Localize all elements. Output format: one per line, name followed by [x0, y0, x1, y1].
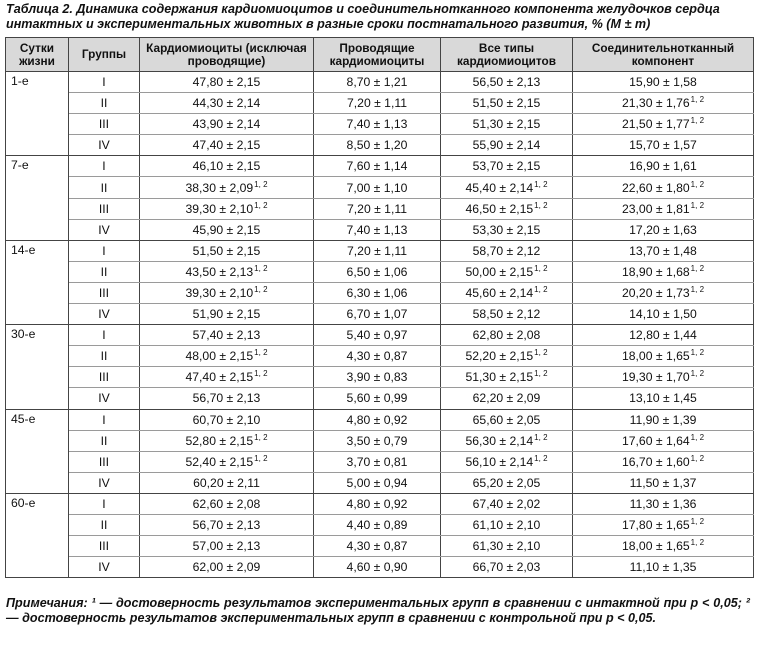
- cell-value-text: 51,50 ± 2,15: [472, 96, 541, 111]
- cell-value: [573, 240, 754, 261]
- cell-value-text: 11,90 ± 1,39: [629, 412, 697, 427]
- cell-value-text: 4,30 ± 0,87: [346, 539, 408, 554]
- data-table: [5, 37, 754, 578]
- cell-value-text: 47,80 ± 2,15: [192, 75, 261, 90]
- cell-value-text: 56,10 ± 2,14: [465, 454, 534, 469]
- cell-value-text: 18,90 ± 1,68: [621, 264, 690, 279]
- cell-value-text: 7,60 ± 1,14: [346, 159, 408, 174]
- cell-value: [314, 367, 441, 388]
- cell-group: IV: [69, 388, 140, 409]
- cell-value-text: 62,60 ± 2,08: [192, 496, 261, 511]
- cell-value: [140, 493, 314, 514]
- cell-value: [140, 261, 314, 282]
- cell-value-text: 52,40 ± 2,15: [185, 454, 254, 469]
- cell-value-text: 43,90 ± 2,14: [192, 117, 261, 132]
- significance-mark: 1, 2: [690, 200, 705, 210]
- cell-value: [573, 325, 754, 346]
- significance-mark: 1, 2: [254, 200, 268, 210]
- cell-group: II: [69, 430, 140, 451]
- cell-value-text: 7,20 ± 1,11: [347, 201, 407, 216]
- table-row: [6, 240, 754, 261]
- cell-group: IV: [69, 472, 140, 493]
- table-row: [6, 430, 754, 451]
- cell-value: [441, 346, 573, 367]
- cell-value: [314, 114, 441, 135]
- cell-value-text: 6,70 ± 1,07: [346, 307, 408, 322]
- cell-value: [573, 536, 754, 557]
- cell-value: [314, 514, 441, 535]
- table-row: [6, 367, 754, 388]
- cell-value: [140, 367, 314, 388]
- cell-value-text: 22,60 ± 1,80: [621, 180, 690, 195]
- cell-value-text: 46,10 ± 2,15: [192, 159, 261, 174]
- table-header-row: [6, 38, 754, 72]
- cell-value-text: 65,20 ± 2,05: [472, 475, 541, 490]
- cell-value-text: 14,10 ± 1,50: [629, 307, 697, 322]
- significance-mark: 1, 2: [254, 369, 268, 379]
- cell-value: [573, 177, 754, 198]
- cell-value: [314, 388, 441, 409]
- cell-value: [573, 72, 754, 93]
- cell-value: [314, 451, 441, 472]
- cell-value: [441, 451, 573, 472]
- significance-mark: 1, 2: [690, 538, 705, 548]
- cell-value-text: 67,40 ± 2,02: [472, 496, 541, 511]
- cell-group: I: [69, 240, 140, 261]
- cell-group: IV: [69, 219, 140, 240]
- cell-value-text: 12,80 ± 1,44: [629, 328, 697, 343]
- table-row: [6, 472, 754, 493]
- cell-group: I: [69, 325, 140, 346]
- cell-value-text: 17,80 ± 1,65: [621, 518, 690, 533]
- cell-value-text: 4,60 ± 0,90: [346, 560, 408, 575]
- cell-value-text: 11,10 ± 1,35: [629, 560, 697, 575]
- cell-day: 45-е: [6, 409, 69, 493]
- significance-mark: 1, 2: [690, 116, 705, 126]
- cell-value-text: 47,40 ± 2,15: [185, 370, 254, 385]
- cell-value: [441, 304, 573, 325]
- cell-value-text: 48,00 ± 2,15: [185, 349, 254, 364]
- table-body: [6, 72, 754, 578]
- cell-value: [573, 472, 754, 493]
- cell-value: [441, 514, 573, 535]
- cell-value-text: 7,40 ± 1,13: [346, 117, 408, 132]
- cell-value: [140, 240, 314, 261]
- cell-value: [441, 198, 573, 219]
- cell-group: IV: [69, 304, 140, 325]
- cell-value: [573, 493, 754, 514]
- cell-value: [314, 240, 441, 261]
- cell-value-text: 39,30 ± 2,10: [185, 201, 254, 216]
- cell-value-text: 62,80 ± 2,08: [472, 328, 541, 343]
- cell-value: [140, 430, 314, 451]
- cell-value-text: 51,90 ± 2,15: [192, 307, 261, 322]
- cell-value-text: 61,10 ± 2,10: [472, 518, 541, 533]
- significance-mark: 1, 2: [690, 369, 705, 379]
- cell-value: [140, 304, 314, 325]
- cell-value: [573, 261, 754, 282]
- cell-value: [140, 219, 314, 240]
- table-row: [6, 135, 754, 156]
- significance-mark: 1, 2: [534, 348, 548, 358]
- cell-value: [314, 72, 441, 93]
- cell-day: 60-е: [6, 493, 69, 577]
- cell-value-text: 7,00 ± 1,10: [346, 180, 408, 195]
- cell-group: I: [69, 156, 140, 177]
- cell-value: [441, 261, 573, 282]
- cell-group: IV: [69, 557, 140, 578]
- cell-value: [441, 493, 573, 514]
- cell-value: [441, 135, 573, 156]
- cell-value: [140, 93, 314, 114]
- cell-value-text: 4,80 ± 0,92: [346, 412, 408, 427]
- cell-value: [140, 282, 314, 303]
- cell-group: I: [69, 493, 140, 514]
- cell-value-text: 13,70 ± 1,48: [629, 243, 697, 258]
- cell-day: 30-е: [6, 325, 69, 409]
- cell-value-text: 65,60 ± 2,05: [472, 412, 541, 427]
- cell-value-text: 18,00 ± 1,65: [621, 349, 690, 364]
- header-all-types: Все типы кардиомиоцитов: [441, 38, 573, 72]
- cell-value-text: 16,90 ± 1,61: [629, 159, 697, 174]
- cell-value: [314, 536, 441, 557]
- significance-mark: 1, 2: [534, 263, 548, 273]
- cell-value: [314, 219, 441, 240]
- significance-mark: 1, 2: [690, 453, 705, 463]
- cell-group: III: [69, 451, 140, 472]
- cell-value-text: 15,70 ± 1,57: [629, 138, 697, 153]
- cell-value-text: 57,40 ± 2,13: [192, 328, 261, 343]
- cell-value-text: 3,70 ± 0,81: [346, 454, 408, 469]
- cell-group: II: [69, 514, 140, 535]
- cell-value: [314, 493, 441, 514]
- cell-value-text: 58,50 ± 2,12: [472, 307, 541, 322]
- cell-value-text: 53,30 ± 2,15: [472, 222, 541, 237]
- cell-value: [140, 536, 314, 557]
- cell-value: [314, 430, 441, 451]
- cell-value: [140, 156, 314, 177]
- table-row: [6, 198, 754, 219]
- cell-value-text: 56,30 ± 2,14: [465, 433, 534, 448]
- cell-day: 1-е: [6, 72, 69, 156]
- cell-value: [441, 557, 573, 578]
- cell-group: IV: [69, 135, 140, 156]
- significance-mark: 1, 2: [534, 432, 548, 442]
- cell-value-text: 55,90 ± 2,14: [472, 138, 541, 153]
- cell-value-text: 3,50 ± 0,79: [346, 433, 408, 448]
- cell-value: [140, 514, 314, 535]
- cell-value-text: 7,20 ± 1,11: [347, 96, 407, 111]
- table-row: [6, 114, 754, 135]
- cell-value-text: 44,30 ± 2,14: [192, 96, 261, 111]
- cell-value: [314, 557, 441, 578]
- cell-value: [573, 198, 754, 219]
- significance-mark: 1, 2: [534, 179, 548, 189]
- cell-value: [441, 472, 573, 493]
- cell-value: [140, 557, 314, 578]
- cell-value: [441, 177, 573, 198]
- table-row: [6, 261, 754, 282]
- cell-value-text: 56,70 ± 2,13: [192, 391, 261, 406]
- cell-value-text: 19,30 ± 1,70: [621, 370, 690, 385]
- cell-value-text: 4,40 ± 0,89: [346, 518, 408, 533]
- cell-value: [441, 409, 573, 430]
- cell-value-text: 6,30 ± 1,06: [346, 285, 408, 300]
- cell-value-text: 45,60 ± 2,14: [465, 285, 534, 300]
- significance-mark: 1, 2: [254, 453, 268, 463]
- cell-value-text: 51,30 ± 2,15: [465, 370, 534, 385]
- cell-value: [314, 177, 441, 198]
- cell-value-text: 52,80 ± 2,15: [185, 433, 254, 448]
- cell-value: [140, 198, 314, 219]
- significance-mark: 1, 2: [690, 179, 705, 189]
- cell-value-text: 51,50 ± 2,15: [192, 243, 261, 258]
- cell-value-text: 61,30 ± 2,10: [472, 539, 541, 554]
- cell-value-text: 17,20 ± 1,63: [629, 222, 697, 237]
- cell-value: [441, 93, 573, 114]
- significance-mark: 1, 2: [254, 179, 268, 189]
- table-caption: Таблица 2. Динамика содержания кардиомиоцитов и соединительнотканного компонента желудочков сердца интактных и экспериментальных животных в разные сроки постнатального развития, % (M ± m): [6, 2, 720, 31]
- cell-value-text: 56,70 ± 2,13: [192, 518, 261, 533]
- cell-value: [441, 156, 573, 177]
- cell-value-text: 6,50 ± 1,06: [346, 264, 408, 279]
- cell-value-text: 21,30 ± 1,76: [621, 96, 690, 111]
- header-connective: Соединительнотканный компонент: [573, 38, 754, 72]
- cell-value-text: 45,40 ± 2,14: [465, 180, 534, 195]
- cell-value-text: 47,40 ± 2,15: [192, 138, 261, 153]
- significance-mark: 1, 2: [254, 432, 268, 442]
- table-row: [6, 93, 754, 114]
- cell-value-text: 5,00 ± 0,94: [346, 475, 408, 490]
- cell-value-text: 13,10 ± 1,45: [629, 391, 697, 406]
- cell-value-text: 4,80 ± 0,92: [346, 496, 408, 511]
- cell-value-text: 21,50 ± 1,77: [621, 117, 690, 132]
- significance-mark: 1, 2: [254, 263, 268, 273]
- cell-value-text: 11,50 ± 1,37: [629, 475, 697, 490]
- significance-mark: 1, 2: [690, 95, 705, 105]
- cell-value-text: 11,30 ± 1,36: [629, 496, 697, 511]
- cell-value-text: 60,20 ± 2,11: [193, 475, 260, 490]
- cell-value-text: 8,50 ± 1,20: [346, 138, 408, 153]
- cell-value: [441, 536, 573, 557]
- cell-value: [441, 430, 573, 451]
- cell-value: [314, 304, 441, 325]
- cell-group: II: [69, 93, 140, 114]
- table-row: [6, 325, 754, 346]
- cell-value-text: 7,20 ± 1,11: [347, 243, 407, 258]
- significance-mark: 1, 2: [534, 284, 548, 294]
- significance-mark: 1, 2: [690, 348, 705, 358]
- cell-value: [573, 156, 754, 177]
- table-row: [6, 493, 754, 514]
- cell-value-text: 3,90 ± 0,83: [346, 370, 408, 385]
- cell-group: I: [69, 72, 140, 93]
- cell-value: [441, 72, 573, 93]
- table-row: [6, 282, 754, 303]
- cell-value: [441, 282, 573, 303]
- cell-value: [314, 261, 441, 282]
- table-row: [6, 346, 754, 367]
- significance-mark: 1, 2: [534, 453, 548, 463]
- cell-value-text: 43,50 ± 2,13: [185, 264, 254, 279]
- cell-value: [314, 156, 441, 177]
- cell-value: [140, 346, 314, 367]
- cell-group: III: [69, 282, 140, 303]
- cell-value-text: 53,70 ± 2,15: [472, 159, 541, 174]
- cell-value: [314, 409, 441, 430]
- cell-group: III: [69, 198, 140, 219]
- cell-value: [314, 135, 441, 156]
- cell-day: 7-е: [6, 156, 69, 240]
- cell-value: [573, 219, 754, 240]
- header-days: Сутки жизни: [6, 38, 69, 72]
- cell-value-text: 62,20 ± 2,09: [472, 391, 541, 406]
- cell-value-text: 20,20 ± 1,73: [621, 285, 690, 300]
- cell-value-text: 38,30 ± 2,09: [185, 180, 254, 195]
- cell-value: [441, 388, 573, 409]
- cell-value-text: 56,50 ± 2,13: [472, 75, 541, 90]
- cell-value-text: 23,00 ± 1,81: [621, 201, 690, 216]
- table-row: [6, 536, 754, 557]
- significance-mark: 1, 2: [254, 348, 268, 358]
- cell-value: [140, 135, 314, 156]
- table-row: [6, 72, 754, 93]
- significance-mark: 1, 2: [534, 200, 548, 210]
- cell-value: [140, 325, 314, 346]
- cell-value: [573, 409, 754, 430]
- cell-value: [314, 198, 441, 219]
- cell-value-text: 4,30 ± 0,87: [346, 349, 408, 364]
- table-row: [6, 177, 754, 198]
- cell-value: [314, 93, 441, 114]
- cell-value: [573, 367, 754, 388]
- cell-value-text: 39,30 ± 2,10: [185, 285, 254, 300]
- header-groups: Группы: [69, 38, 140, 72]
- header-cardiomyocytes: Кардиомиоциты (исключая проводящие): [140, 38, 314, 72]
- cell-value: [441, 114, 573, 135]
- cell-value: [573, 557, 754, 578]
- cell-value: [441, 219, 573, 240]
- table-notes: Примечания: ¹ — достоверность результатов экспериментальных групп в сравнении с интактной при p < 0,05; ² — достоверность результатов экспериментальных групп в сравнении с контрольной при p < 0,05.: [6, 596, 750, 625]
- table-row: [6, 514, 754, 535]
- cell-value: [441, 240, 573, 261]
- cell-value-text: 50,00 ± 2,15: [465, 264, 534, 279]
- cell-value-text: 5,40 ± 0,97: [346, 328, 408, 343]
- cell-value: [441, 325, 573, 346]
- cell-value: [140, 388, 314, 409]
- cell-value: [573, 304, 754, 325]
- cell-group: II: [69, 346, 140, 367]
- cell-value: [573, 430, 754, 451]
- cell-value: [573, 514, 754, 535]
- cell-value-text: 60,70 ± 2,10: [192, 412, 261, 427]
- cell-value-text: 51,30 ± 2,15: [472, 117, 541, 132]
- significance-mark: 1, 2: [254, 284, 268, 294]
- cell-value: [441, 367, 573, 388]
- cell-value: [573, 135, 754, 156]
- cell-value: [573, 114, 754, 135]
- cell-value-text: 57,00 ± 2,13: [192, 539, 261, 554]
- cell-value-text: 62,00 ± 2,09: [192, 560, 261, 575]
- cell-value-text: 17,60 ± 1,64: [621, 433, 690, 448]
- cell-value-text: 8,70 ± 1,21: [346, 75, 408, 90]
- cell-value-text: 18,00 ± 1,65: [621, 539, 690, 554]
- cell-value: [314, 472, 441, 493]
- cell-value-text: 16,70 ± 1,60: [621, 454, 690, 469]
- cell-value-text: 7,40 ± 1,13: [346, 222, 408, 237]
- cell-value-text: 66,70 ± 2,03: [472, 560, 541, 575]
- table-row: [6, 304, 754, 325]
- significance-mark: 1, 2: [534, 369, 548, 379]
- cell-value: [314, 282, 441, 303]
- cell-value: [573, 346, 754, 367]
- cell-value: [140, 472, 314, 493]
- table-row: [6, 557, 754, 578]
- significance-mark: 1, 2: [690, 517, 705, 527]
- cell-value-text: 5,60 ± 0,99: [346, 391, 408, 406]
- cell-value: [573, 388, 754, 409]
- cell-value: [573, 282, 754, 303]
- cell-value: [140, 451, 314, 472]
- cell-value: [140, 114, 314, 135]
- cell-value: [314, 346, 441, 367]
- table-row: [6, 219, 754, 240]
- cell-group: I: [69, 409, 140, 430]
- cell-value: [573, 93, 754, 114]
- cell-group: II: [69, 261, 140, 282]
- cell-value: [140, 409, 314, 430]
- table-row: [6, 388, 754, 409]
- significance-mark: 1, 2: [690, 284, 705, 294]
- cell-value: [140, 177, 314, 198]
- table-row: [6, 156, 754, 177]
- header-conducting: Проводящие кардиомиоциты: [314, 38, 441, 72]
- cell-value: [314, 325, 441, 346]
- cell-value-text: 15,90 ± 1,58: [629, 75, 697, 90]
- significance-mark: 1, 2: [690, 263, 705, 273]
- cell-day: 14-е: [6, 240, 69, 324]
- cell-value: [573, 451, 754, 472]
- cell-value-text: 52,20 ± 2,15: [465, 349, 534, 364]
- cell-group: III: [69, 114, 140, 135]
- cell-value-text: 58,70 ± 2,12: [472, 243, 541, 258]
- table-row: [6, 409, 754, 430]
- significance-mark: 1, 2: [690, 432, 705, 442]
- cell-group: III: [69, 367, 140, 388]
- cell-group: II: [69, 177, 140, 198]
- cell-value: [140, 72, 314, 93]
- cell-value-text: 46,50 ± 2,15: [465, 201, 534, 216]
- cell-group: III: [69, 536, 140, 557]
- table-row: [6, 451, 754, 472]
- cell-value-text: 45,90 ± 2,15: [192, 222, 261, 237]
